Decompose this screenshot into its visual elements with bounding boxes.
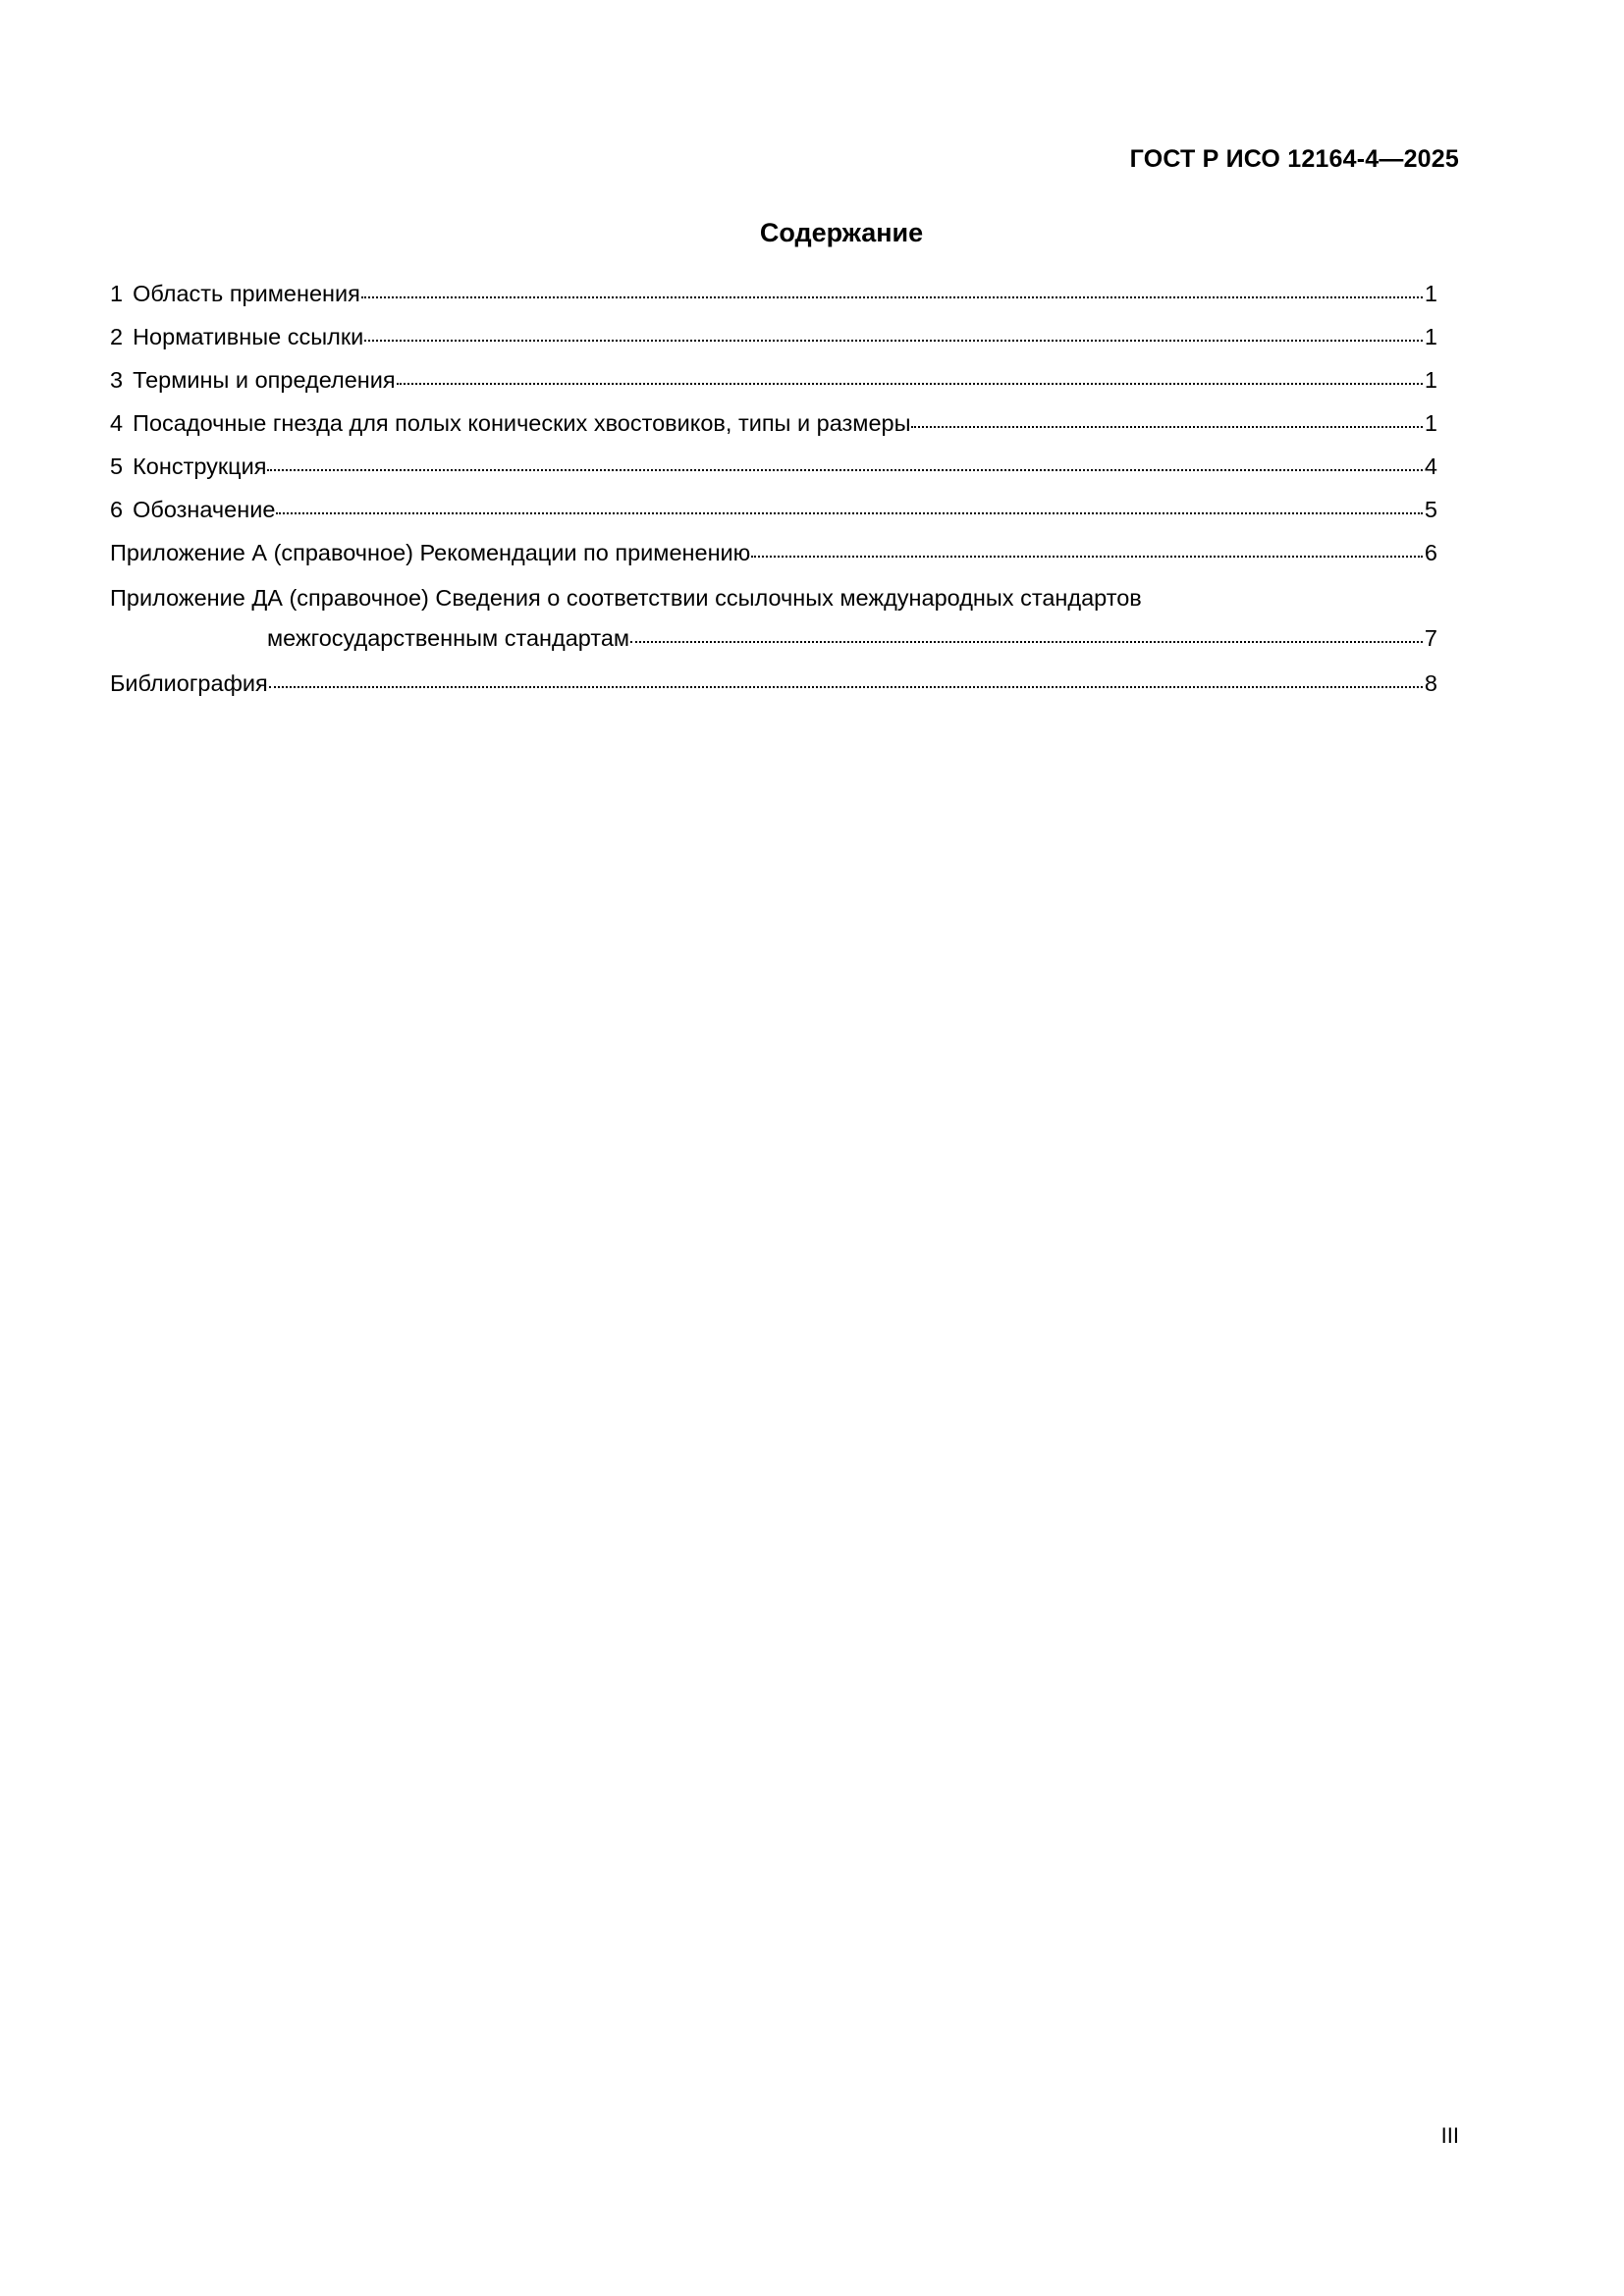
- toc-item[interactable]: [110, 283, 1437, 306]
- toc-item-label-line2: межгосударственным стандартам: [267, 625, 630, 651]
- toc-item[interactable]: [110, 326, 1437, 349]
- toc-leader-dots: [267, 454, 1423, 471]
- toc-leader-dots: [751, 540, 1423, 558]
- toc-item-annex-a[interactable]: [110, 542, 1437, 565]
- page-title: Содержание: [759, 218, 924, 247]
- toc-leader-dots: [630, 625, 1423, 643]
- toc-item-page: 1: [1424, 410, 1437, 436]
- toc-leader-dots: [911, 410, 1423, 428]
- toc-item-label: Нормативные ссылки: [133, 324, 364, 349]
- toc-item-annex-da[interactable]: [110, 584, 1437, 651]
- toc-leader-dots: [397, 367, 1423, 385]
- toc-leader-dots: [361, 281, 1423, 298]
- toc-leader-dots: [276, 497, 1423, 514]
- standard-designation: ГОСТ Р ИСО 12164-4—2025: [1129, 145, 1459, 173]
- toc-item-label-line1: Приложение ДА (справочное) Сведения о соответствии ссылочных международных стандартов: [110, 584, 1142, 611]
- toc-item[interactable]: [110, 455, 1437, 479]
- toc-item-number: 2: [110, 324, 124, 349]
- toc-item-label: Библиография: [110, 669, 268, 696]
- toc-item-label: Область применения: [133, 281, 360, 306]
- toc-item-page: 8: [1424, 669, 1437, 696]
- toc-item[interactable]: [110, 412, 1437, 436]
- toc-item-number: 3: [110, 367, 124, 393]
- toc-item-page: 1: [1424, 367, 1437, 393]
- toc-item-page: 5: [1424, 497, 1437, 522]
- toc-item-page: 7: [1424, 625, 1437, 651]
- toc-item[interactable]: [110, 369, 1437, 393]
- toc-item-page: 1: [1424, 281, 1437, 306]
- toc-item-number: 1: [110, 281, 124, 306]
- toc-item-bibliography[interactable]: [110, 669, 1437, 696]
- toc-item-label: Обозначение: [133, 497, 276, 522]
- toc-item-page: 4: [1424, 454, 1437, 479]
- toc-item-page: 6: [1424, 540, 1437, 565]
- toc-item-number: 4: [110, 410, 124, 436]
- page-number: III: [1440, 2123, 1459, 2148]
- toc-item-label: Конструкция: [133, 454, 267, 479]
- toc-item-label: Приложение А (справочное) Рекомендации по применению: [110, 540, 751, 565]
- toc-item-number: 5: [110, 454, 124, 479]
- toc-item-label: Посадочные гнезда для полых конических хвостовиков, типы и размеры: [133, 410, 911, 436]
- toc-item[interactable]: [110, 499, 1437, 522]
- toc-item-number: 6: [110, 497, 124, 522]
- toc-item-label: Термины и определения: [133, 367, 396, 393]
- toc-leader-dots: [364, 324, 1423, 342]
- toc-item-page: 1: [1424, 324, 1437, 349]
- table-of-contents: [110, 283, 1437, 716]
- toc-leader-dots: [269, 669, 1423, 687]
